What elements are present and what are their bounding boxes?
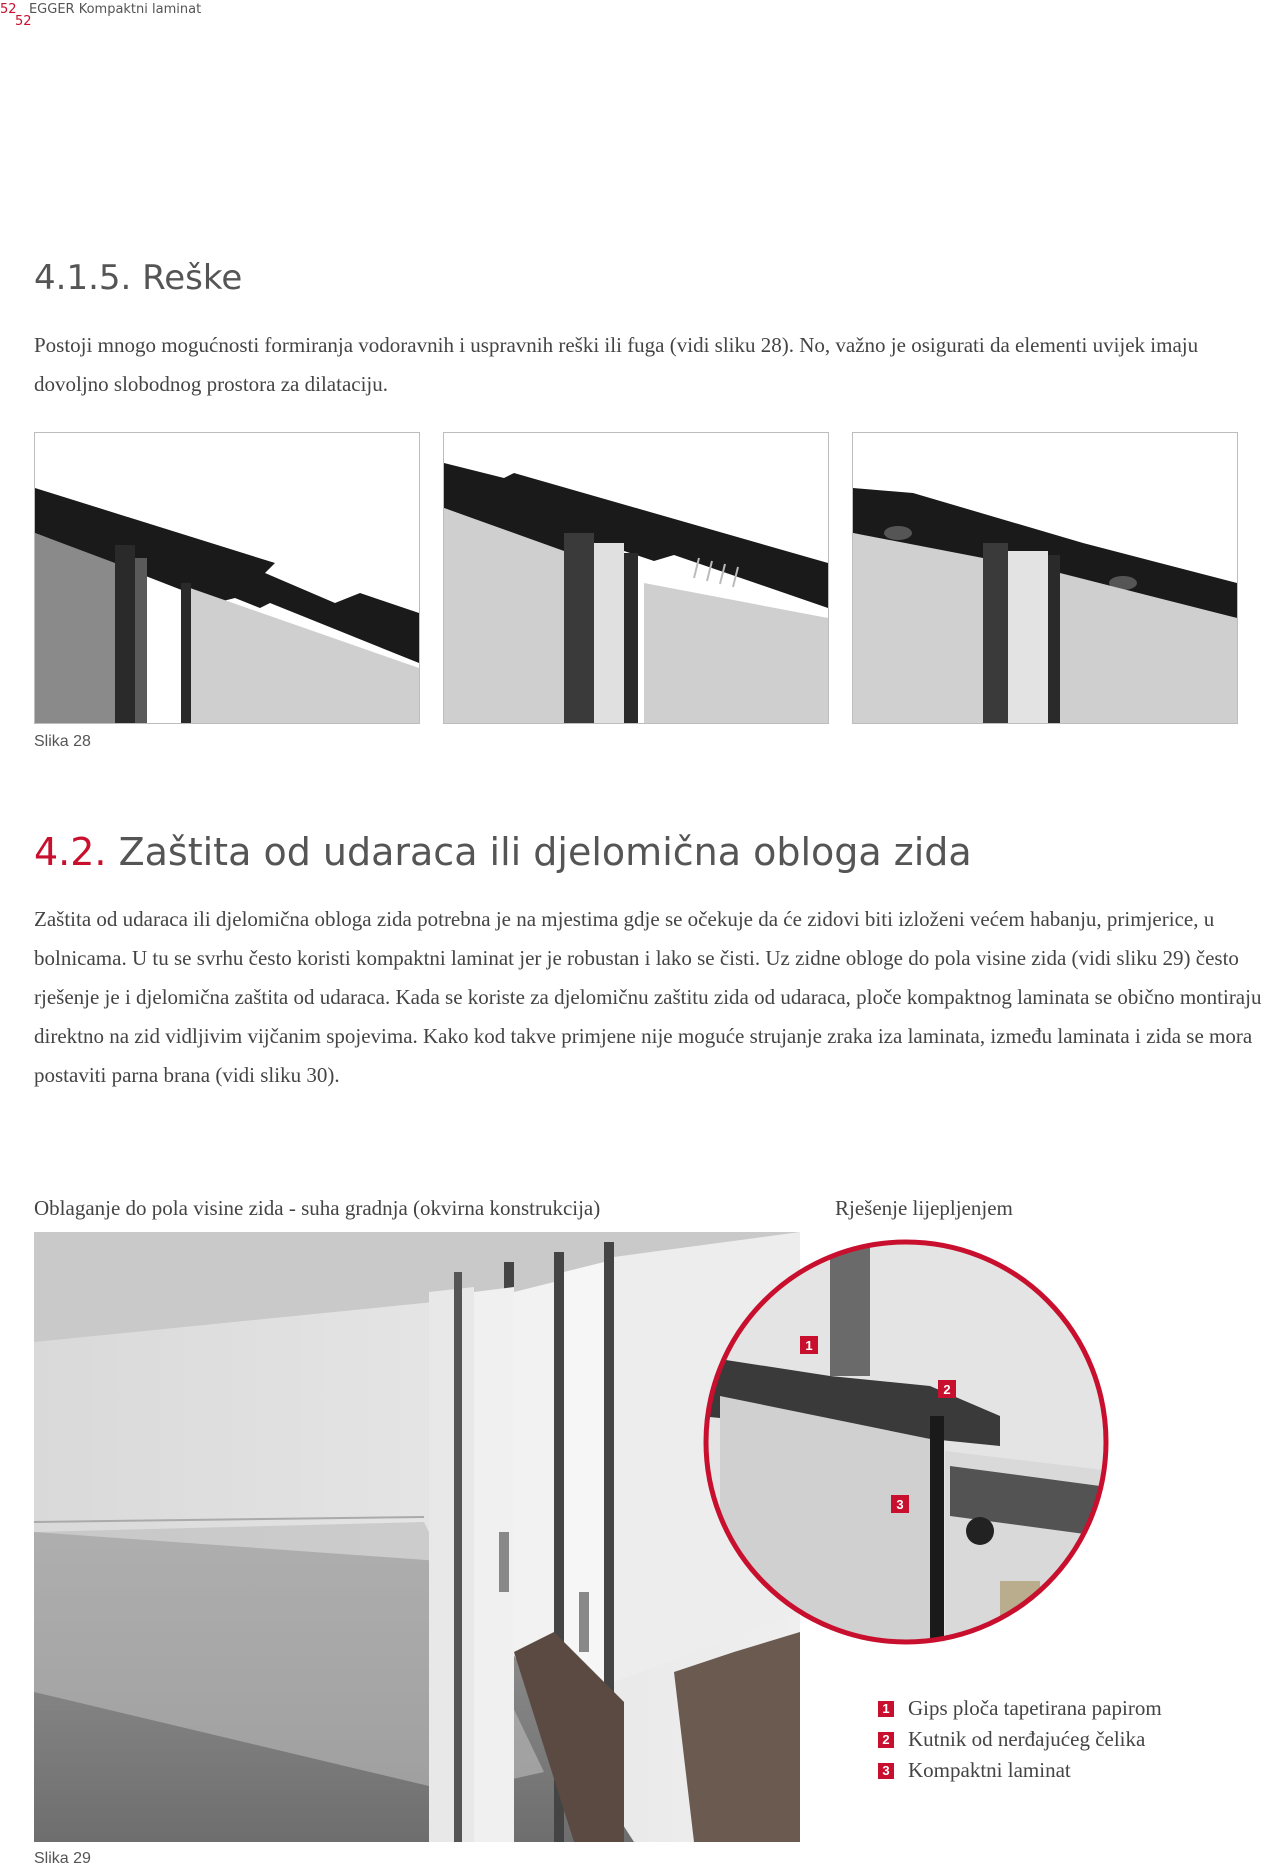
heading-number: 4.2. [34, 830, 107, 874]
section-heading-42 [34, 830, 972, 874]
section-heading-415: 4.1.5. Reške [34, 258, 243, 298]
figure29-detail-circle [700, 1236, 1112, 1648]
figure29-legend [878, 1693, 1162, 1786]
callout-3: 3 [891, 1495, 909, 1513]
figure28-image-3 [852, 432, 1238, 724]
figure29-wall-illustration [34, 1232, 800, 1842]
legend-item [878, 1755, 1162, 1786]
section-text-42: Zaštita od udaraca ili djelomična obloga zida potrebna je na mjestima gdje se očekuje da će zidovi biti izloženi većem habanju, primjerice, u bolnicama. U tu se svrhu često koristi kompaktni laminat jer je robustan i lako se čisti. Uz zidne obloge do pola visine zida (vidi sliku 29) često rješenje je i djelomična zaštita od udaraca. Kada se koriste za djelomičnu zaštitu zida od udaraca, ploče kompaktnog laminata se obično montiraju direktno na zid vidljivim vijčanim spojevima. Kako kod takve primjene nije moguće strujanje zraka iza laminata, između laminata i zida se mora postaviti parna brana (vidi sliku 30). [34, 907, 1262, 1087]
document-title: EGGER Kompaktni laminat [28, 2, 202, 17]
legend-badge: 3 [878, 1763, 894, 1779]
callout-1: 1 [800, 1336, 818, 1354]
legend-label: Gips ploča tapetirana papirom [908, 1696, 1162, 1720]
figure28-image-1 [34, 432, 420, 724]
figure28-image-2 [443, 432, 829, 724]
callout-2: 2 [938, 1380, 956, 1398]
legend-item [878, 1724, 1162, 1755]
section-text-415: Postoji mnogo mogućnosti formiranja vodoravnih i uspravnih reški ili fuga (vidi sliku 28). No, važno je osigurati da elementi uvijek imaju dovoljno slobodnog prostora za dilataciju. [34, 333, 1199, 396]
figure29-caption: Slika 29 [34, 1850, 91, 1867]
figure29-subtitle-right: Rješenje lijepljenjem [835, 1196, 1013, 1220]
figure29-subtitle-left: Oblaganje do pola visine zida - suha gradnja (okvirna konstrukcija) [34, 1196, 601, 1220]
legend-item [878, 1693, 1162, 1724]
legend-badge: 1 [878, 1701, 894, 1717]
heading-text: Zaštita od udaraca ili djelomična obloga zida [118, 830, 972, 874]
legend-label: Kompaktni laminat [908, 1758, 1071, 1782]
page-number-repeat: 52 [15, 14, 32, 29]
page-number: 52 [0, 2, 17, 17]
legend-badge: 2 [878, 1732, 894, 1748]
legend-label: Kutnik od nerđajućeg čelika [908, 1727, 1146, 1751]
figure28-caption: Slika 28 [34, 733, 91, 750]
